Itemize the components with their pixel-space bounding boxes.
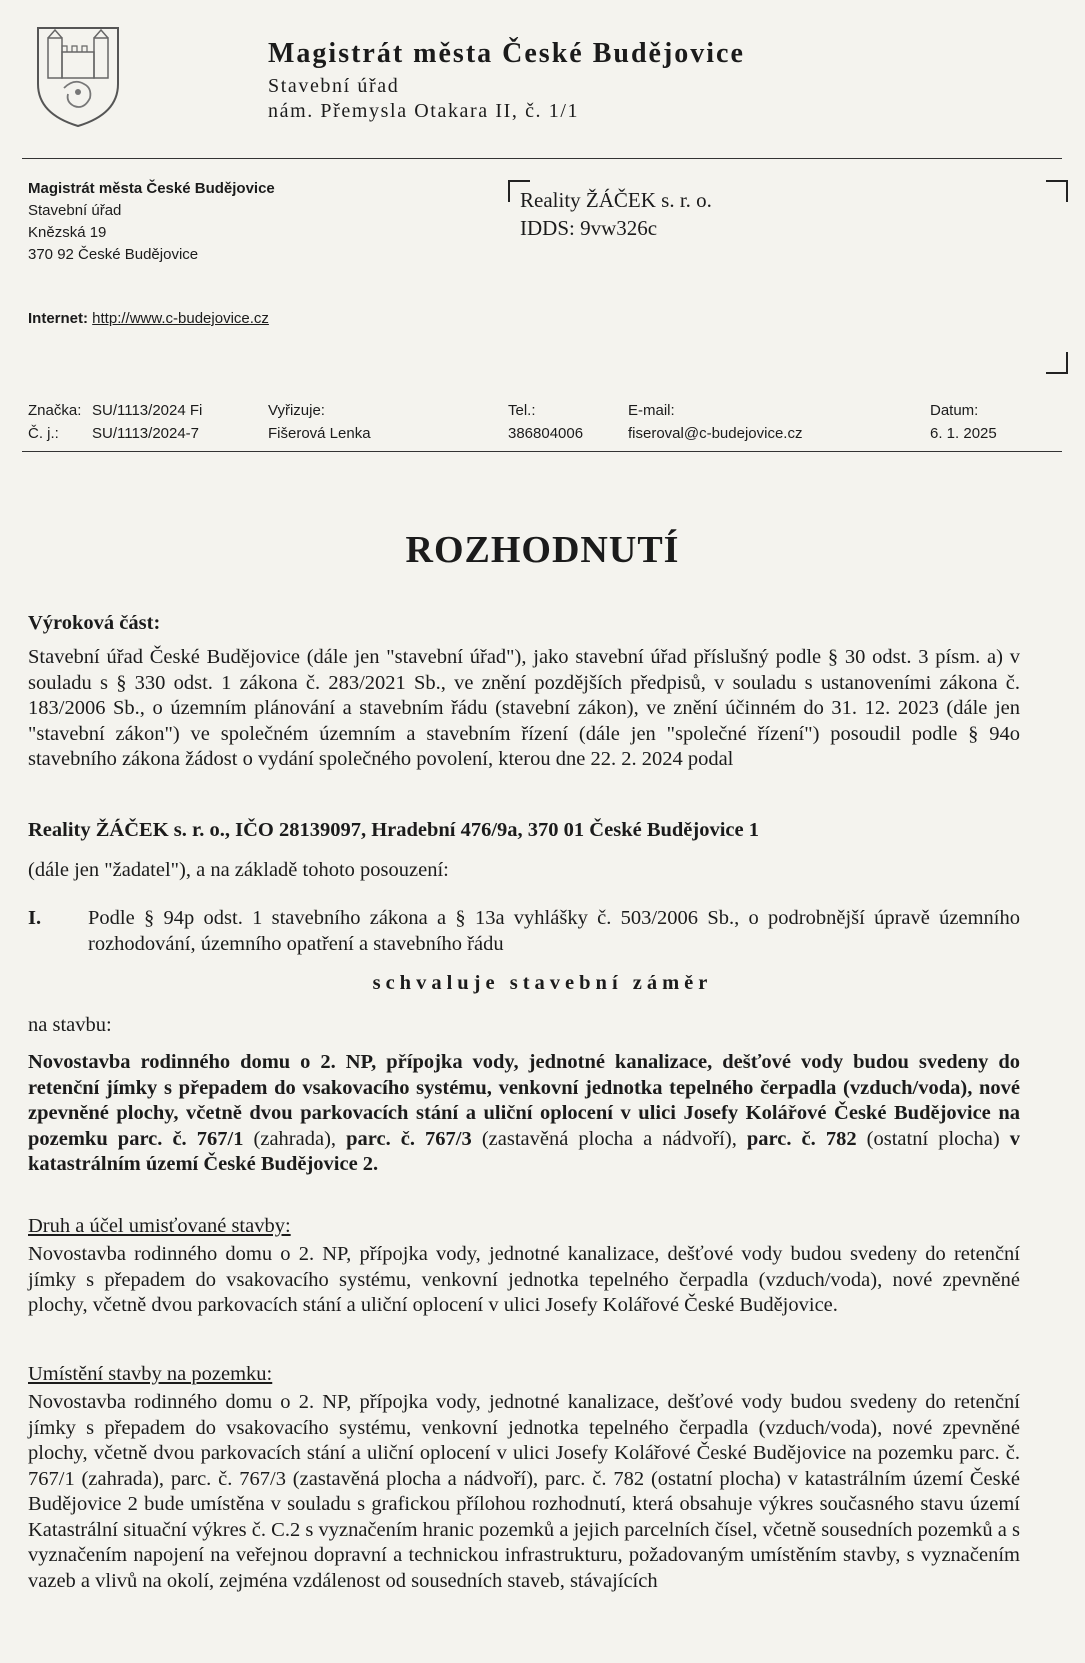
project-desc-parcel: parc. č. 782 <box>746 1127 857 1150</box>
druh-paragraph: Novostavba rodinného domu o 2. NP, přípojka vody, jednotné kanalizace, dešťové vody budou svedeny do retenční jímky s přepadem do vsakovacího systému, venkovní jednotka tepelného čerpadla (vzduch/voda), nové zpevněné plochy, včetně dvou parkovacích stání a uliční oplocení v ulici Josefy Kolářové České Budějovice. <box>28 1243 1020 1316</box>
date <box>930 399 997 445</box>
header-divider <box>22 158 1062 159</box>
znacka-value: SU/1113/2024 Fi <box>92 402 203 419</box>
cj-value: SU/1113/2024-7 <box>92 425 200 442</box>
recipient-idds: IDDS: 9vw326c <box>520 216 658 240</box>
email-value: fiseroval@c-budejovice.cz <box>628 425 803 442</box>
internet-line <box>28 310 269 327</box>
item-text: Podle § 94p odst. 1 stavebního zákona a § 13a vyhlášky č. 503/2006 Sb., o podrobnější úpravě územního rozhodování, územního opatření a stavebního řádu <box>88 907 1020 955</box>
reference-divider <box>22 451 1062 452</box>
datum-label: Datum: <box>930 402 979 419</box>
vyrizuje <box>268 399 371 445</box>
sender-name: Magistrát města České Budějovice <box>28 180 275 197</box>
project-desc-note: (zastavěná plocha a nádvoří), <box>471 1127 747 1150</box>
org-department: Stavební úřad <box>268 75 400 97</box>
project-desc-parcel: parc. č. 767/3 <box>346 1127 472 1150</box>
decision-item-1 <box>28 906 1020 957</box>
sender-address <box>28 178 275 266</box>
sender-street: Knězská 19 <box>28 224 107 241</box>
cj-label: Č. j.: <box>28 425 59 442</box>
ref-values-left <box>92 399 202 445</box>
internet-label: Internet: <box>28 310 88 327</box>
intro-paragraph: Stavební úřad České Budějovice (dále jen "stavební úřad"), jako stavební úřad příslušný podle § 30 odst. 3 písm. a) v souladu s § 330 odst. 1 zákona č. 283/2021 Sb., ve znění pozdějších předpisů, v souladu s ustanoveními zákona č. 183/2006 Sb., o územním plánování a stavebním řádu (stavební zákon), ve znění účinném do 31. 12. 2023 (dále jen "stavební zákon") ve společném územním a stavebním řízení (dále jen "společné řízení") posoudil podle § 94o stavebního zákona žádost o vydání společného povolení, kterou dne 22. 2. 2024 podal <box>28 646 1020 770</box>
datum-value: 6. 1. 2025 <box>930 425 997 442</box>
email <box>628 399 802 445</box>
project-description <box>28 1050 1020 1178</box>
na-stavbu: na stavbu: <box>28 1014 112 1036</box>
coat-of-arms-icon <box>34 22 122 130</box>
umisteni-heading: Umístění stavby na pozemku: <box>28 1363 273 1385</box>
sender-department: Stavební úřad <box>28 202 122 219</box>
vyrizuje-value: Fišerová Lenka <box>268 425 371 442</box>
recipient-block <box>520 186 712 242</box>
project-desc-cadastre: v katastrálním území České Budějovice 2. <box>28 1127 1021 1175</box>
approval-statement: schvaluje stavební záměr <box>372 972 713 994</box>
document-title: ROZHODNUTÍ <box>405 529 680 571</box>
umisteni-paragraph: Novostavba rodinného domu o 2. NP, přípojka vody, jednotné kanalizace, dešťové vody budou svedeny do retenční jímky s přepadem do vsakovacího systému, venkovní jednotka tepelného čerpadla (vzduch/voda), nové zpevněné plochy, včetně dvou parkovacích stání a uliční oplocení v ulici Josefy Kolářové České Budějovice na pozemku parc. č. 767/1 (zahrada), parc. č. 767/3 (zastavěná plocha a nádvoří), parc. č. 782 (ostatní plocha) v katastrálním území České Budějovice 2 bude umístěna v souladu s grafickou přílohou rozhodnutí, která obsahuje výkres současného stavu území Katastrální situační výkres č. C.2 s vyznačením hranic pozemků a jejich parcelních čísel, včetně sousedních pozemků a s vyznačením napojení na veřejnou dopravní a technickou infrastrukturu, požadovaným umístěním stavby, s vyznačením vazeb a vlivů na okolí, zejména vzdálenost od sousedních staveb, stávajících <box>28 1391 1020 1592</box>
project-desc-note: (zahrada), <box>243 1127 347 1150</box>
item-number: I. <box>28 907 42 929</box>
telephone <box>508 399 583 445</box>
applicant: Reality ŽÁČEK s. r. o., IČO 28139097, Hradební 476/9a, 370 01 České Budějovice 1 <box>28 819 759 841</box>
org-title: Magistrát města České Budějovice <box>268 38 745 69</box>
project-desc-note: (ostatní plocha) <box>856 1127 1010 1150</box>
znacka-label: Značka: <box>28 402 82 419</box>
druh-heading: Druh a účel umisťované stavby: <box>28 1215 291 1237</box>
internet-link[interactable]: http://www.c-budejovice.cz <box>92 310 269 327</box>
section-vyrok-heading: Výroková část: <box>28 612 161 634</box>
ref-labels-left <box>28 399 81 445</box>
recipient-name: Reality ŽÁČEK s. r. o. <box>520 188 712 212</box>
vyrizuje-label: Vyřizuje: <box>268 402 325 419</box>
project-desc-main: Novostavba rodinného domu o 2. NP, přípojka vody, jednotné kanalizace, dešťové vody budou svedeny do retenční jímky s přepadem do vsakovacího systému, venkovní jednotka tepelného čerpadla (vzduch/voda), nové zpevněné plochy, včetně dvou parkovacích stání a uliční oplocení v ulici Josefy Kolářové České Budějovice na pozemku parc. č. 767/1 <box>28 1051 1020 1150</box>
email-label: E-mail: <box>628 402 675 419</box>
applicant-note: (dále jen "žadatel"), a na základě tohoto posouzení: <box>28 859 449 881</box>
address-window-corner <box>1046 352 1068 374</box>
sender-city: 370 92 České Budějovice <box>28 246 199 263</box>
org-address: nám. Přemysla Otakara II, č. 1/1 <box>268 100 580 122</box>
tel-value: 386804006 <box>508 425 584 442</box>
address-window-corner <box>1046 180 1068 202</box>
tel-label: Tel.: <box>508 402 536 419</box>
